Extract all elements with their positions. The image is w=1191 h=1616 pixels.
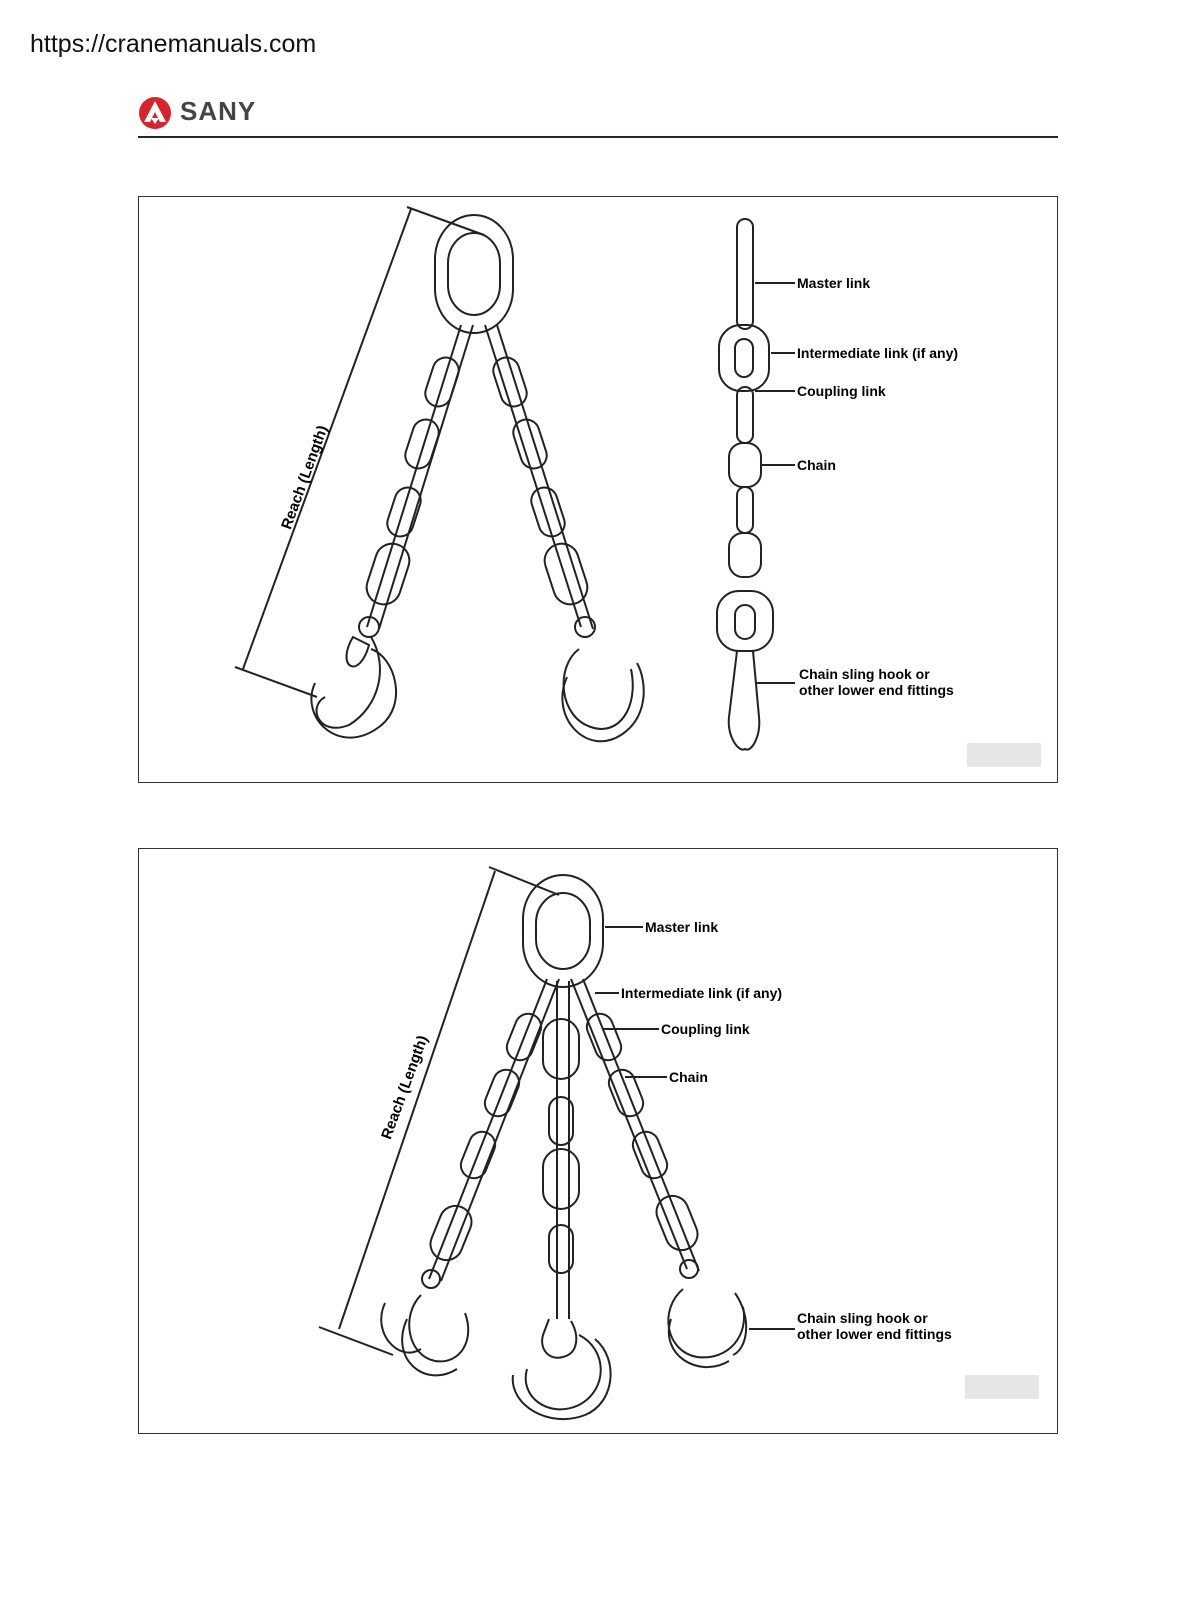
page-header bbox=[138, 92, 1058, 140]
hook-label-line1: Chain sling hook or bbox=[797, 1310, 928, 1326]
reach-extension-top bbox=[489, 867, 559, 895]
master-link-label: Master link bbox=[797, 275, 871, 291]
reach-label: Reach (Length) bbox=[378, 1033, 432, 1142]
coupling-link-label: Coupling link bbox=[797, 383, 886, 399]
reach-extension-bottom bbox=[319, 1327, 393, 1355]
chain-label: Chain bbox=[797, 457, 836, 473]
left-chain-leg bbox=[311, 325, 473, 738]
source-url[interactable]: https://cranemanuals.com bbox=[30, 30, 317, 58]
master-link-label: Master link bbox=[645, 919, 719, 935]
header-divider bbox=[138, 136, 1058, 138]
chain-label: Chain bbox=[669, 1069, 708, 1085]
intermediate-link-label: Intermediate link (if any) bbox=[797, 345, 959, 361]
coupling-link-side bbox=[737, 387, 753, 443]
reach-extension-top bbox=[407, 207, 484, 235]
reach-label: Reach (Length) bbox=[278, 423, 332, 532]
sany-logo-icon bbox=[138, 96, 172, 130]
three-leg-sling-figure bbox=[138, 848, 1058, 1434]
middle-chain-leg bbox=[513, 981, 611, 1419]
brand-name: SANY bbox=[180, 96, 257, 126]
three-leg-sling-diagram bbox=[139, 849, 1057, 1433]
two-leg-sling-figure bbox=[138, 196, 1058, 783]
hook-label-line2: other lower end fittings bbox=[799, 682, 954, 698]
right-chain-leg bbox=[571, 979, 746, 1367]
figure-number-tag bbox=[965, 1375, 1039, 1399]
intermediate-link-side bbox=[719, 325, 769, 391]
two-leg-sling-diagram bbox=[139, 197, 1057, 782]
reach-extension-bottom bbox=[235, 667, 317, 697]
hook-side bbox=[729, 651, 759, 750]
master-link-side bbox=[737, 219, 753, 329]
single-leg-side-view bbox=[717, 219, 773, 750]
right-chain-leg bbox=[485, 325, 644, 741]
intermediate-link-label: Intermediate link (if any) bbox=[621, 985, 783, 1001]
hook-label-line2: other lower end fittings bbox=[797, 1326, 952, 1342]
coupling-link-label: Coupling link bbox=[661, 1021, 750, 1037]
figure-number-tag bbox=[967, 743, 1041, 767]
reach-dimension-line bbox=[339, 871, 495, 1329]
left-chain-leg bbox=[381, 979, 559, 1375]
hook-label-line1: Chain sling hook or bbox=[799, 666, 930, 682]
chain-side bbox=[729, 443, 761, 487]
